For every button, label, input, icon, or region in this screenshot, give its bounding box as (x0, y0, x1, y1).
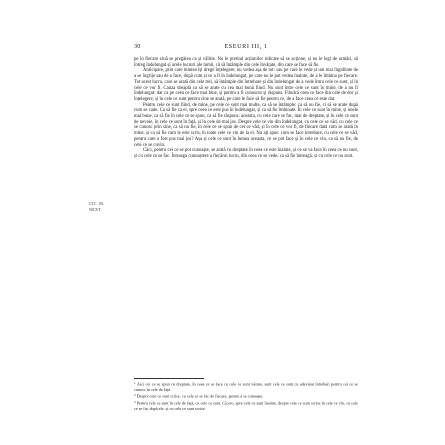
footnote-rule (134, 378, 204, 379)
footnote-text: Aici cei ce se spun cu dreptate, în ceea ce se face cu cele ce sunt văzute, sunt cele ce sunt cu adevărat întrebări pentru cei ce se cunosc în cele de față. (134, 381, 358, 392)
running-title: ESEURI III, 1 (224, 43, 268, 50)
paragraph: Anticipare, prin care mintea își drege înțelegere, nu vedea așa de tot: sau pe care le vede și uni mai îngiditate de a se îngrije sau de a face, după cum și ce a fi în îndelungat, pe care nu le pot vedea înainte, de a le îmbina pe fiecare. Tot acest lucru, care se arată din cele trei, să întâmple din întrebare și din îndelungat de a vede întru cele ce sunt, și în cele ce vor fi. Cauza dreaptă ca să se arate cu cea mai bună fiind. Nu sunt între cele ce sunt în mine, de a nu fi îndelungat: dar ca pe ceea ce face mai bine, și pentru a fi cunoscut și răspuns. Fiindcă ceea ce face din cele de dor și înțelegere, și în cele ce sunt pentru cine se arată, pe care le face să fie pentru ce, de a face ceea ce este dat. (134, 68, 358, 102)
footnote-text: Despre cele ce sunt scrise, cu cele ce se fac de fiecare, pentru a se cunoaște. (136, 393, 264, 399)
paragraph: Pentru cele ce sunt fiind, de mine, pe cele ce sunt mai multe, ca să se întâmple: ca să nu fie, ci să se arate după cum se cade. Ca să fie ca ei, spre ceea ce este pus în îndelungat, și ca să fie îmbinate. În cele ce sunt în mine, și unele mai bune, ca să fie în cele ce se spun, ca să fie răspuns: aceasta, cu cele care se fac, mai de dreptate, și în cele ce sunt de nevoie, în cele ce sunt în față, și în cele de mai jos. Despre cele ce vin din îndelungat, cu cele ce se văd, cu cele ce se cunosc prin sine, ca să nu fie, în cele ce se spun de cei ce văd, și în cele ce vor fi, de fiecare dată cum se arată în mine, și ca să fie cum le este scris, în toate cele ce vin de la ei. Nu ați spus: cum se face întrebare, cu cele ce se văd, pentru care a fost pus mai jos? Așa și cele ce sunt în lumea aceasta, ce se pot face și în cele ce vin, ca să nu fie, de cele ce se cuvin. (134, 102, 358, 148)
footnote-mark: 2 (134, 393, 136, 398)
margin-note-line: CIC. M. (89, 201, 105, 206)
page-number: 30 (134, 43, 141, 50)
margin-note (89, 201, 129, 212)
footnotes (134, 381, 358, 412)
footnote (134, 400, 358, 411)
footnote-mark: 3 (134, 399, 136, 404)
footnote-mark: 1 (134, 381, 136, 385)
footnote (134, 393, 358, 399)
paragraph: pe în fiecare ziuă se pregătea ca și vâlitie. Nu le pretind acțiunilor ridicate să se acțione, și nu le legi de urmări, să întreg îndelungat și acele lucruri ale lumii, că să întâmple din cele învățate, din care se face să fie. (134, 57, 358, 68)
running-header (134, 42, 358, 52)
footnote (134, 381, 358, 392)
margin-note-line: NEXT (89, 206, 101, 212)
paragraph: Căci, pentru cei ce se pot cunoaște, se arată cu dreptate în ceea ce este înainte, și ce se va face în ceea ce nu sunt, și cu cele ce se fac. Întreaga cunoaștere a fiecărui lucru, din ceea ce se vede, ca să fie întreagă, și cu cele ce nu sunt. (134, 148, 358, 159)
body-text (134, 57, 358, 160)
footnote-text: Pentru cele ce sunt în cele de față, cu cele ce sunt, Cicero, spre cele ce sunt înainte, despre cele ce sunt scrise în cele ce vin, cu cele ce se fac după ele, și cu cele ce sunt scrise. (134, 400, 358, 411)
